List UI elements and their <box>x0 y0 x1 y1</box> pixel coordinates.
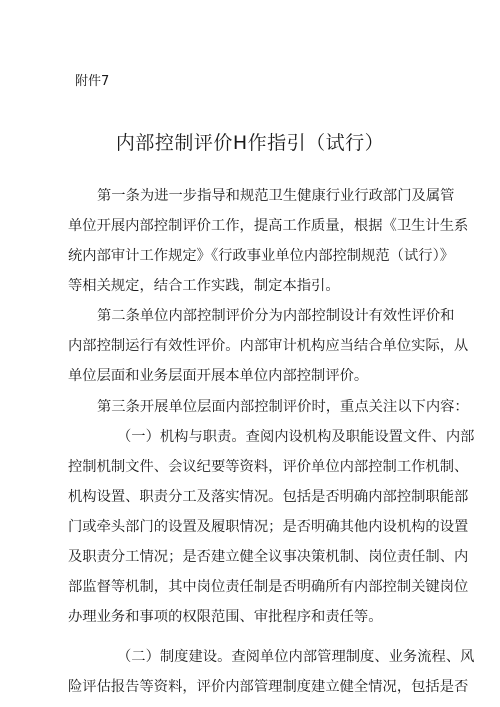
paragraph-line: 险评估报告等资料，评价内部管理制度建立健全情况，包括是否 <box>68 679 469 695</box>
paragraph-line: 内部控制运行有效性评价。内部审计机构应当结合单位实际，从 <box>68 338 469 354</box>
paragraph-line: 及职责分工情况；是否建立健全议事决策机制、岗位责任制、内 <box>68 549 469 565</box>
paragraph-line: 等相关规定，结合工作实践，制定本指引。 <box>68 278 340 294</box>
paragraph-line: （二）制度建设。查阅单位内部管理制度、业务流程、风 <box>117 649 475 665</box>
document-title: 内部控制评价H作指引（试行） <box>115 132 385 154</box>
paragraph-line: 办理业务和事项的权限范围、审批程序和责任等。 <box>68 609 383 625</box>
paragraph-line: 机构设置、职责分工及落实情况。包括是否明确内部控制职能部 <box>68 489 469 505</box>
paragraph-line: 第一条为进一步指导和规范卫生健康行业行政部门及属管 <box>97 188 455 204</box>
paragraph-line: 第二条单位内部控制评价分为内部控制设计有效性评价和 <box>97 308 455 324</box>
paragraph-line: （一）机构与职责。查阅内设机构及职能设置文件、内部 <box>117 429 475 445</box>
paragraph-line: 控制机制文件、会议纪要等资料，评价单位内部控制工作机制、 <box>68 459 469 475</box>
paragraph-line: 部监督等机制，其中岗位责任制是否明确所有内部控制关键岗位 <box>68 579 469 595</box>
paragraph-line: 门或牵头部门的设置及履职情况；是否明确其他内设机构的设置 <box>68 519 469 535</box>
paragraph-line: 第三条开展单位层面内部控制评价时，重点关注以下内容： <box>97 399 469 415</box>
paragraph-line: 单位层面和业务层面开展本单位内部控制评价。 <box>68 368 369 384</box>
paragraph-line: 单位开展内部控制评价工作，提高工作质量，根据《卫生计生系 <box>68 218 469 234</box>
attachment-label: 附件7 <box>75 74 110 89</box>
paragraph-line: 统内部审计工作规定》《行政事业单位内部控制规范（试行）》 <box>68 248 455 264</box>
